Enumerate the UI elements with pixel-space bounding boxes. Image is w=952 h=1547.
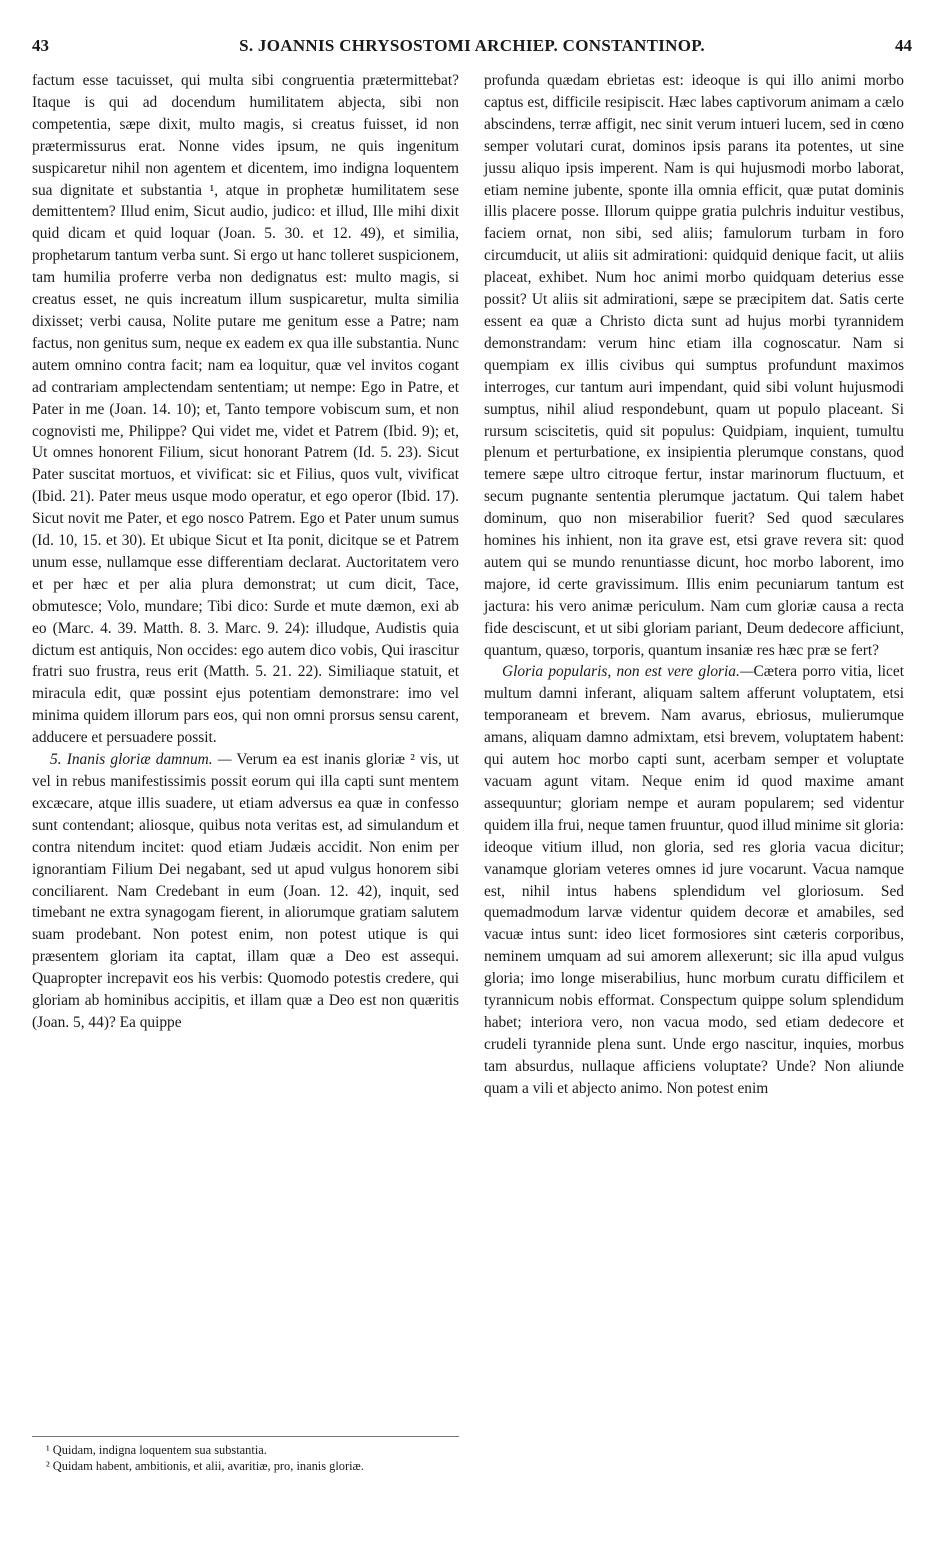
page-number-left: 43	[32, 36, 49, 55]
page-number-right: 44	[895, 36, 912, 55]
section-5-text: Verum ea est inanis gloriæ ² vis, ut vel in rebus manifestissimis possit eorum qui illa capti sunt mentem excæcare, atque illis suadere, ut etiam adversus ea quæ in confesso sunt contendant; aliosque, quibus nota veritas est, ad simulandum et contra nitendum incitet: quod etiam Judæis accidit. Non enim per ignorantiam Filium Dei negabant, sed ut apud vulgus honorem sibi conciliarent. Nam Credebant in eum (Joan. 12. 42), inquit, sed timebant ne extra synagogam fierent, in aliorumque gratiam salutem suam prodebant. Non potest enim, non potest utique is qui præsentem gloriam ita captat, illam quæ a Deo est assequi. Quapropter increpavit eos his verbis: Quomodo potestis credere, qui gloriam ab hominibus accipitis, et illam quæ a Deo est non quæritis (Joan. 5, 44)? Ea quippe	[32, 751, 459, 1031]
footnote-2: ² Quidam habent, ambitionis, et alii, avaritiæ, pro, inanis gloriæ.	[46, 1458, 364, 1473]
footnote-1: ¹ Quidam, indigna loquentem sua substantia.	[46, 1443, 267, 1457]
section-gloria-text: Cætera porro vitia, licet multum damni inferant, aliquam saltem afferunt voluptatem, etsi temporaneam et brevem. Nam avarus, ebriosus, mulierumque amans, aliquam damno admixtam, etsi brevem, voluptatem habent: qui autem hoc morbo capti sunt, acerbam semper et voluptate vacuam agunt vitam. Neque enim id quod maxime amant assequuntur; gloriam nempe et auram popularem; sed videntur quidem illa frui, neque tamen fruuntur, quod illud minime sit gloria: ideoque vitium illud, non gloria, sed res gloria vacua dicitur; vanamque gloriam veteres omnes id jure vocarunt. Vacua namque est, nihil intus habens splendidum vel gloriosum. Sed quemadmodum larvæ videntur quidem decoræ et amabiles, sed vacuæ intus sunt: ideo licet formosiores sint cæteris corporibus, neminem umquam ad sui amorem allexerunt; sic illa apud vulgus gloria; imo longe miserabilius, hunc morbum curatu difficilem et tyrannicum nobis efformat. Conspectum quippe solum splendidum habet; interiora vero, non vacua modo, sed etiam dedecore et crudeli tyrannide plena sunt. Unde ergo nascitur, inquies, morbus tam absurdus, nullaque afficiens voluptate? Unde? Non aliunde quam a vili et abjecto animo. Non potest enim	[484, 663, 904, 1097]
section-5	[32, 749, 459, 1034]
running-header	[32, 36, 912, 62]
right-column	[484, 70, 904, 1100]
section-5-heading: 5. Inanis gloriæ damnum. —	[50, 751, 232, 769]
left-column	[32, 70, 459, 1034]
section-gloria-heading: Gloria popularis, non est vere gloria.—	[502, 663, 754, 681]
left-paragraph: factum esse tacuisset, qui multa sibi congruentia prætermittebat? Itaque is qui ad docendum humilitatem abjecta, sibi non competentia, sæpe dixit, multo magis, si creatus fuisset, id non prætermissurus erat. Nonne vides ipsum, ne quis ingenitum suspicaretur nihil non agentem et dicentem, imo indigna loquentem sua dignitate et substantia ¹, atque in prophetæ humilitatem sese demittentem? Illud enim, Sicut audio, judico: et illud, Ille mihi dixit quid dicam et quid loquar (Joan. 5. 30. et 12. 49), et similia, prophetarum tantum verba sunt. Si ergo ut hanc tolleret suspicionem, tam humilia proferre verba non dedignatus est: multo magis, si creatus esset, ne quis increatum illum suspicaretur, multa similia dixisset; verbi causa, Nolite putare me genitum esse a Patre; nam factus, non genitus sum, neque ex eadem ex qua ille substantia. Nunc autem omnino contra facit; nam ea loquitur, quæ vel invitos cogant ad contrariam amplectendam sententiam; ut nempe: Ego in Patre, et Pater in me (Joan. 14. 10); et, Tanto tempore vobiscum sum, et non cognovisti me, Philippe? Qui videt me, videt et Patrem (Ibid. 9); et, Ut omnes honorent Filium, sicut honorant Patrem (Id. 5. 23). Sicut Pater suscitat mortuos, et vivificat: sic et Filius, quos vult, vivificat (Ibid. 21). Pater meus usque modo operatur, et ego operor (Ibid. 17). Sicut novit me Pater, et ego nosco Patrem. Ego et Pater unum sumus (Id. 10, 15. et 30). Et ubique Sicut et Ita ponit, dicitque se et Patrem unum esse, nullamque esse differentiam declarat. Auctoritatem vero et per hæc et per alia plura demonstrat; ut cum dicit, Tace, obmutesce; Volo, mundare; Tibi dico: Surde et mute dæmon, exi ab eo (Marc. 4. 39. Matth. 8. 3. Marc. 9. 24): illudque, Audistis quia dictum est antiquis, Non occides: ego autem dico vobis, Qui irascitur fratri suo frustra, reus erit (Matth. 5. 21. 22). Similiaque statuit, et miracula edit, quæ possint ejus potentiam demonstrare: imo vel minima quidem illorum pars eos, qui non omni prorsus sensu carent, adducere et persuadere possit.	[32, 72, 459, 747]
footnotes	[32, 1436, 459, 1474]
running-title: S. JOANNIS CHRYSOSTOMI ARCHIEP. CONSTANTINOP.	[239, 36, 705, 55]
section-gloria	[484, 661, 904, 1099]
right-paragraph: profunda quædam ebrietas est: ideoque is qui illo animi morbo captus est, difficile resipiscit. Hæc labes captivorum animam a cælo abscindens, terræ affigit, nec sinit verum intueri lucem, sed in cœno semper volutari curat, dominos ipsis parans ita potentes, ut sine jussu aliquo ipsis imperent. Nam is qui hujusmodi morbo laborat, etiam nemine jubente, sponte illa omnia efficit, quæ putat dominis illis placere posse. Illorum quippe gratia pulchris induitur vestibus, faciem ornat, non sibi, sed aliis; famulorum turbam in foro circumducit, ut aliis sit admirationi: quidquid denique facit, ut aliis placeat, exhibet. Num hoc animi morbo quidquam deterius esse possit? Ut aliis sit admirationi, sæpe se præcipitem dat. Satis certe essent ea quæ a Christo dicta sunt ad hujus morbi tyrannidem demonstrandam: verum hinc etiam illa cognoscatur. Nam si quempiam ex illis civibus qui sumptus profundunt maximos interroges, cur tantum auri impendant, quid sibi volunt hujusmodi sumptus, nihil aliud respondebunt, quam ut populo placeant. Si rursum sciscitetis, quid sit populus: Quidpiam, inquient, tumultu plenum et perturbatione, ex insipientia plerumque constans, quod temere sæpe ultro citroque fertur, instar marinorum fluctuum, et secum pugnante sententia plerumque jactatum. Qui talem habet dominum, quo non miserabilior fuerit? Sed quod sæculares homines his inhient, non ita grave est, etsi grave revera sit: quod autem qui se mundo renuntiasse dicunt, hoc morbo laborent, imo majore, id certe gravissimum. Illis enim pecuniarum tantum est jactura: his vero animæ periculum. Nam cum gloriæ causa a recta fide desciscunt, et ut sibi gloriam pariant, Deum dedecore afficiunt, quantum, quæso, torporis, quantum insaniæ res hæc præ se fert?	[484, 72, 904, 659]
